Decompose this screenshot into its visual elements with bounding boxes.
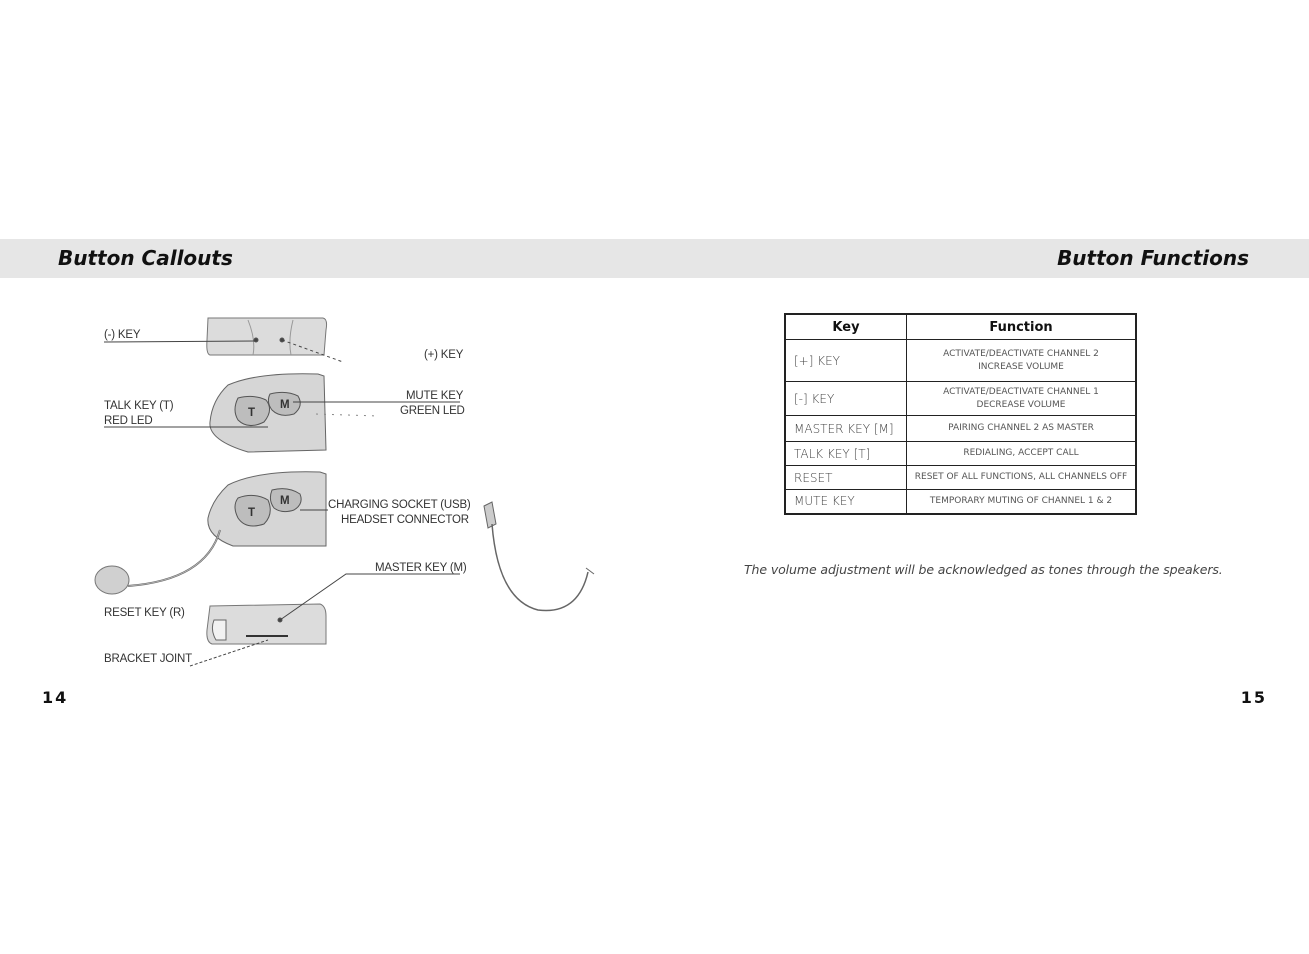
callout-minus-key: (-) KEY xyxy=(104,329,141,341)
volume-note: The volume adjustment will be acknowledged as tones through the speakers. xyxy=(744,562,1223,577)
connector-plug xyxy=(484,502,496,528)
left-page-title: Button Callouts xyxy=(58,246,233,270)
master-button-letter-side: M xyxy=(280,495,290,507)
row-key: [-] KEY xyxy=(785,382,907,416)
callout-green-led: GREEN LED xyxy=(400,405,465,417)
callout-headset-connector: HEADSET CONNECTOR xyxy=(341,514,469,526)
table-header-row xyxy=(785,314,1136,340)
microphone xyxy=(95,566,129,594)
row-key: [+] KEY xyxy=(785,340,907,382)
callout-mute-key: MUTE KEY xyxy=(406,390,464,402)
callout-plus-key: (+) KEY xyxy=(424,349,464,361)
headset-top-view xyxy=(207,318,327,355)
header-key: Key xyxy=(785,314,907,340)
header-function: Function xyxy=(907,314,1137,340)
headset-illustration xyxy=(88,310,608,675)
callout-red-led: RED LED xyxy=(104,415,153,427)
callout-master-key: MASTER KEY (M) xyxy=(375,562,467,574)
row-function: ACTIVATE/DEACTIVATE CHANNEL 2 INCREASE VOLUME xyxy=(907,340,1137,382)
row-function: TEMPORARY MUTING OF CHANNEL 1 & 2 xyxy=(907,490,1137,514)
table-row xyxy=(785,490,1136,514)
row-key: MASTER KEY [M] xyxy=(785,416,907,442)
table-row xyxy=(785,382,1136,416)
page-number-left: 14 xyxy=(42,688,69,707)
talk-button-letter-side: T xyxy=(248,507,255,519)
callout-bracket-joint: BRACKET JOINT xyxy=(104,653,192,665)
callout-talk-key: TALK KEY (T) xyxy=(104,400,174,412)
page-number-right: 15 xyxy=(1240,688,1267,707)
row-function: REDIALING, ACCEPT CALL xyxy=(907,442,1137,466)
table-row xyxy=(785,442,1136,466)
callout-charging-socket: CHARGING SOCKET (USB) xyxy=(328,499,471,511)
table-row xyxy=(785,466,1136,490)
row-key: TALK KEY [T] xyxy=(785,442,907,466)
row-function: PAIRING CHANNEL 2 AS MASTER xyxy=(907,416,1137,442)
callout-reset-key: RESET KEY (R) xyxy=(104,607,185,619)
talk-button-letter: T xyxy=(248,407,255,419)
table-row xyxy=(785,340,1136,382)
table-row xyxy=(785,416,1136,442)
headset-connector-cable xyxy=(492,524,588,611)
boom-mic-cable xyxy=(128,530,220,586)
right-page-title: Button Functions xyxy=(1057,246,1249,270)
master-button-letter: M xyxy=(280,399,290,411)
row-key: RESET xyxy=(785,466,907,490)
row-function: ACTIVATE/DEACTIVATE CHANNEL 1 DECREASE VOLUME xyxy=(907,382,1137,416)
row-key: MUTE KEY xyxy=(785,490,907,514)
row-function: RESET OF ALL FUNCTIONS, ALL CHANNELS OFF xyxy=(907,466,1137,490)
button-functions-table xyxy=(784,313,1137,515)
